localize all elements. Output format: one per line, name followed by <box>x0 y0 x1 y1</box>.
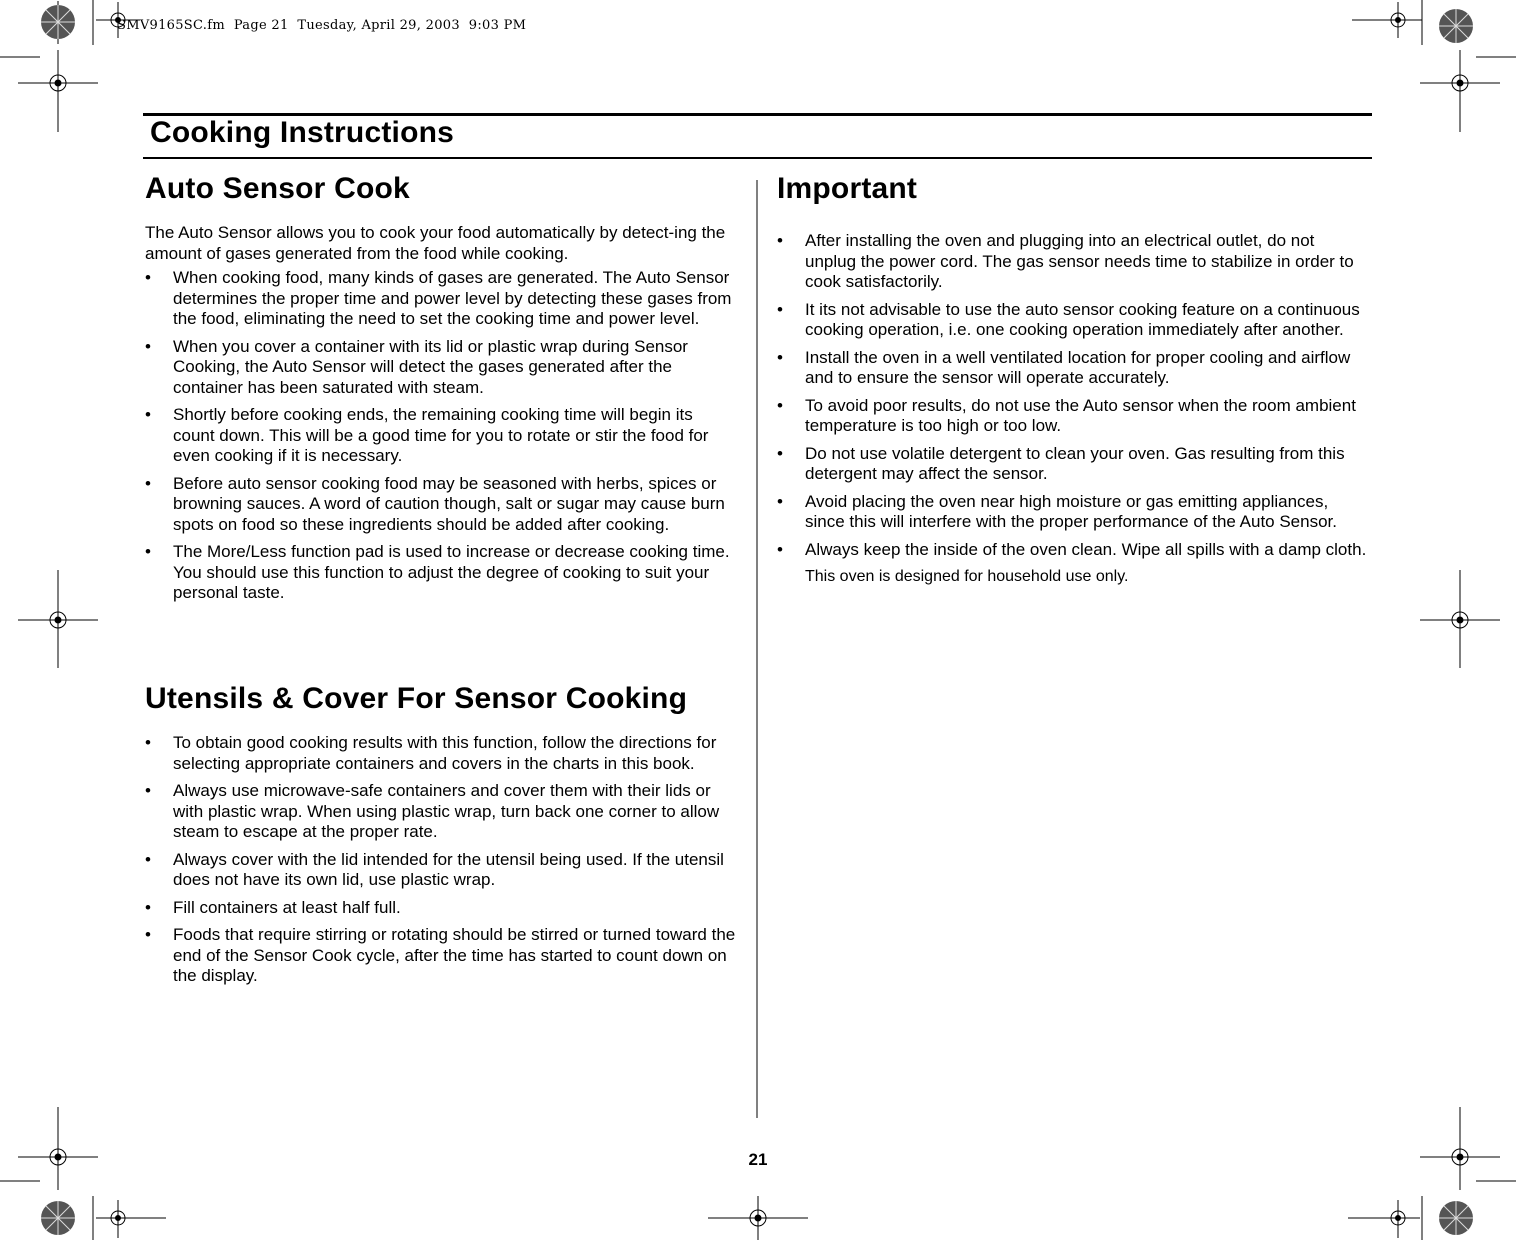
list-item: • To avoid poor results, do not use the Auto sensor when the room ambient temperature is too high or too low. <box>777 395 1356 435</box>
bullet: • <box>777 299 783 319</box>
section-title: Cooking Instructions <box>150 116 454 149</box>
utensils-heading: Utensils & Cover For Sensor Cooking <box>145 682 688 715</box>
bullet: • <box>145 542 151 561</box>
list-item: • Always cover with the lid intended for the utensil being used. If the utensil does not have its own lid, use plastic wrap. <box>145 849 724 889</box>
list-item: • Avoid placing the oven near high moisture or gas emitting appliances, since this will interfere with the proper performance of the Auto Sensor. <box>777 491 1337 531</box>
list-item: • To obtain good cooking results with this function, follow the directions for selecting appropriate containers and covers in the charts in this book. <box>145 733 717 773</box>
bullet: • <box>145 733 151 752</box>
important-body <box>777 231 1369 588</box>
list-item: • It its not advisable to use the auto sensor cooking feature on a continuous cooking operation, i.e. one cooking operation immediately after another. <box>777 299 1360 339</box>
bullet: • <box>145 473 151 493</box>
bullet: • <box>777 443 783 463</box>
utensils-body <box>145 733 737 994</box>
list-item: • The More/Less function pad is used to increase or decrease cooking time. You should use this function to adjust the degree of cooking to suit your personal taste. <box>145 542 730 602</box>
bullet: • <box>145 897 151 917</box>
list-item: • Do not use volatile detergent to clean your oven. Gas resulting from this detergent may affect the sensor. <box>777 443 1345 483</box>
list-item: • After installing the oven and plugging into an electrical outlet, do not unplug the power cord. The gas sensor needs time to stabilize in order to cook satisfactorily. <box>777 231 1354 291</box>
list-item: • Always use microwave-safe containers and cover them with their lids or with plastic wrap. When using plastic wrap, turn back one corner to allow steam to escape at the proper rate. <box>145 781 720 841</box>
list-item: • Install the oven in a well ventilated location for proper cooling and airflow and to ensure the sensor will operate accurately. <box>777 347 1351 387</box>
bullet: • <box>777 231 783 250</box>
list-item: • When you cover a container with its lid or plastic wrap during Sensor Cooking, the Auto Sensor will detect the gases generated after the container has been saturated with steam. <box>145 336 688 397</box>
important-list <box>777 231 1369 560</box>
bullet: • <box>777 539 783 559</box>
bullet: • <box>777 347 783 367</box>
important-heading: Important <box>777 172 918 205</box>
bullet: • <box>145 336 151 356</box>
auto-sensor-intro: The Auto Sensor allows you to cook your food automatically by detect-ing the amount of gases generated from the food while cooking. <box>145 223 726 263</box>
bullet: • <box>145 405 151 424</box>
page-number: 21 <box>748 1150 768 1169</box>
auto-sensor-list <box>145 268 737 604</box>
auto-sensor-heading: Auto Sensor Cook <box>145 172 410 205</box>
list-item: • Foods that require stirring or rotating should be stirred or turned toward the end of the Sensor Cook cycle, after the time has started to count down on the display. <box>145 925 736 985</box>
auto-sensor-body <box>145 223 737 611</box>
bullet: • <box>145 849 151 869</box>
list-item: • When cooking food, many kinds of gases are generated. The Auto Sensor determines the proper time and power level by detecting these gases from the food, eliminating the need to set the cooking time and power level. <box>145 268 732 328</box>
list-item: • Before auto sensor cooking food may be seasoned with herbs, spices or browning sauces. A word of caution though, salt or sugar may cause burn spots on food so these ingredients should be added after cooking. <box>145 473 725 534</box>
utensils-list <box>145 733 737 987</box>
list-item: • Shortly before cooking ends, the remaining cooking time will begin its count down. This will be a good time for you to rotate or stir the food for even cooking if it is necessary. <box>145 405 709 465</box>
bullet: • <box>777 491 783 511</box>
bullet: • <box>145 781 151 800</box>
bullet: • <box>145 925 151 944</box>
bullet: • <box>777 395 783 415</box>
title-bottom-rule <box>143 157 1372 159</box>
household-use-note: This oven is designed for household use only. <box>805 568 1129 585</box>
list-item: • Fill containers at least half full. <box>145 897 401 917</box>
list-item: • Always keep the inside of the oven clean. Wipe all spills with a damp cloth. <box>777 539 1367 559</box>
bullet: • <box>145 268 151 287</box>
file-stamp: SMV9165SC.fm Page 21 Tuesday, April 29, 2003 9:03 PM <box>117 18 527 33</box>
